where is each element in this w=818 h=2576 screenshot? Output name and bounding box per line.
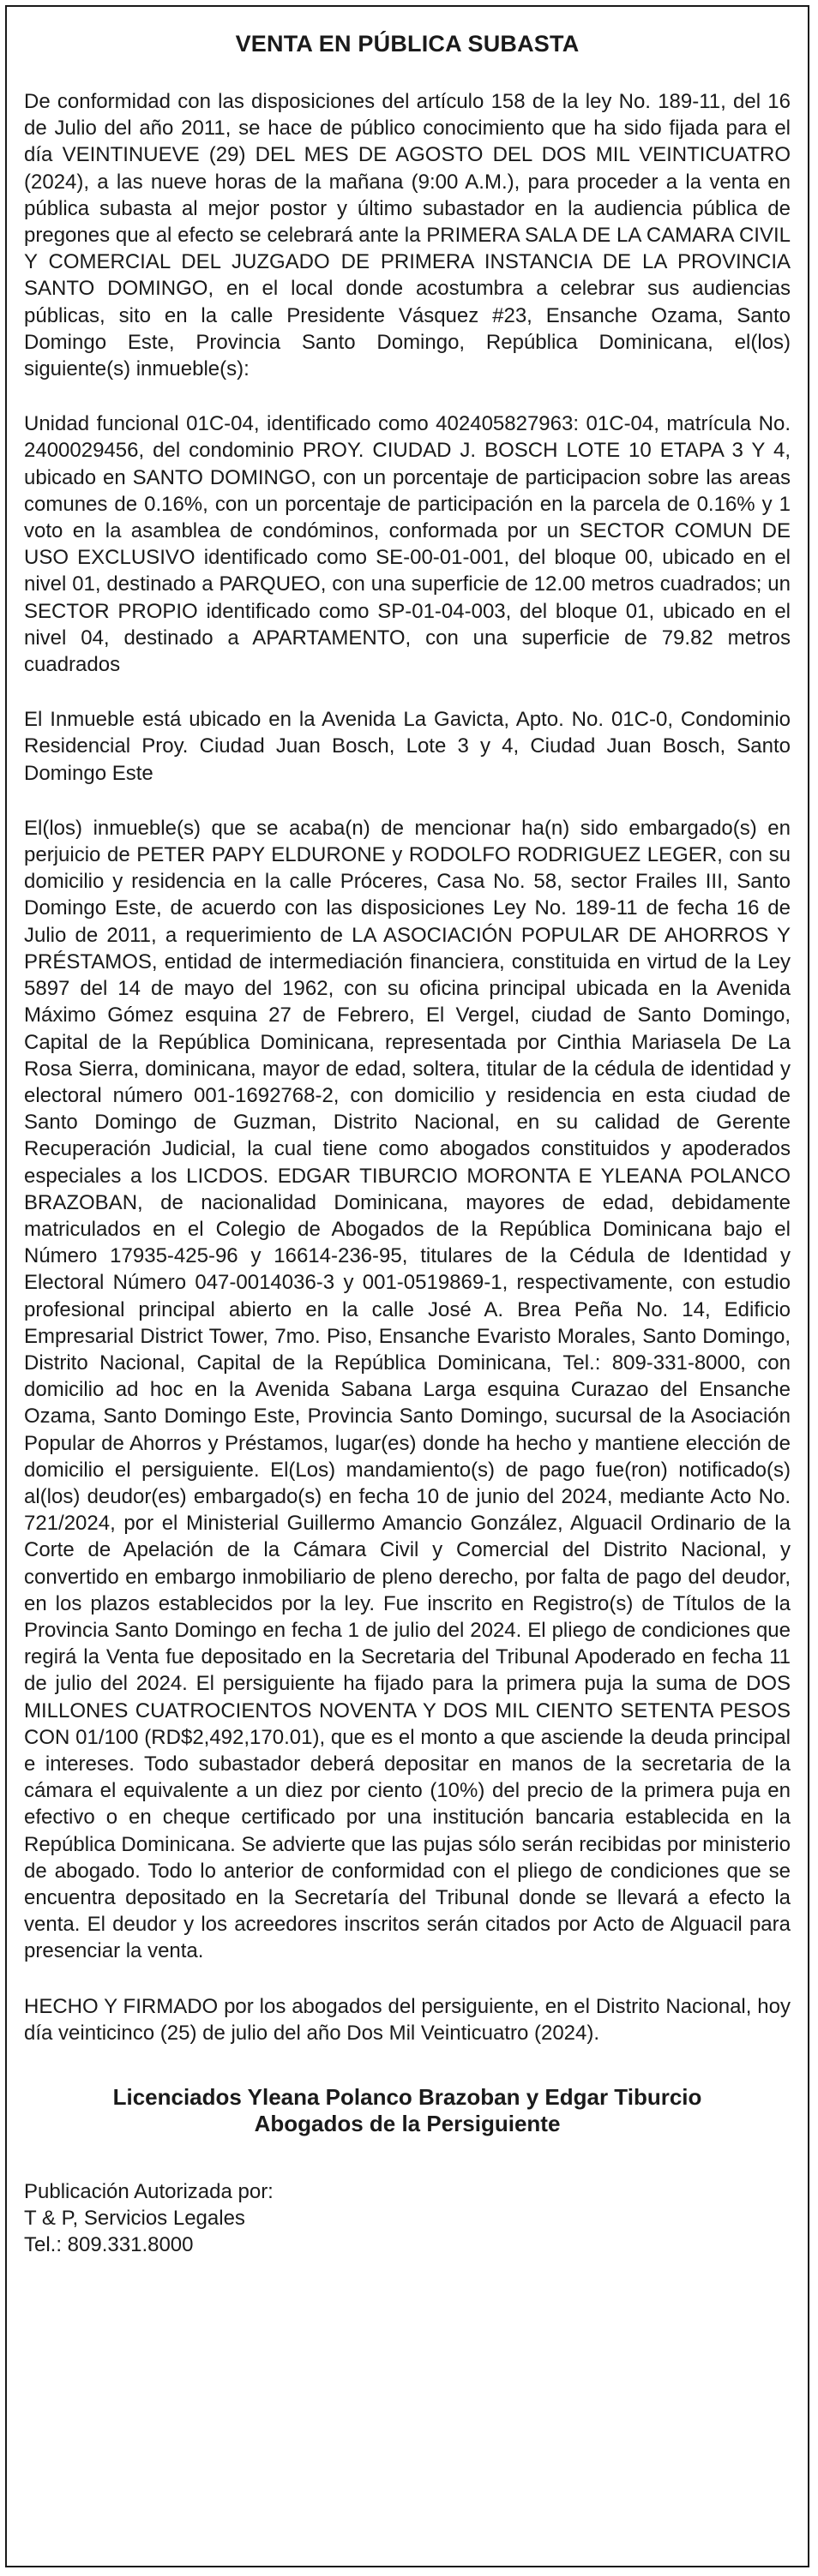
footer-authorized-label: Publicación Autorizada por: bbox=[24, 2180, 274, 2204]
notice-page bbox=[5, 5, 809, 2567]
signature-block bbox=[24, 2084, 791, 2137]
paragraph-property-description: Unidad funcional 01C-04, identificado como 402405827963: 01C-04, matrícula No. 2400029456, del condominio PROY. CIUDAD J. BOSCH LOTE 10 ETAPA 3 Y 4, ubicado en SANTO DOMINGO, con un porcentaje de participacion sobre las areas comunes de 0.16%, con un porcentaje de participación en la parcela de 0.16% y 1 voto en la asamblea de condóminos, conformada por un SECTOR COMUN DE USO EXCLUSIVO identificado como SE-00-01-001, del bloque 00, ubicado en el nivel 01, destinado a PARQUEO, con una superficie de 12.00 metros cuadrados; un SECTOR PROPIO identificado como SP-01-04-003, del bloque 01, ubicado en el nivel 04, destinado a APARTAMENTO, con una superficie de 79.82 metros cuadrados bbox=[24, 412, 791, 677]
paragraph-seizure-details: El(los) inmueble(s) que se acaba(n) de mencionar ha(n) sido embargado(s) en perjuicio de PETER PAPY ELDURONE y RODOLFO RODRIGUEZ LEGER, con su domicilio y residencia en la calle Próceres, Casa No. 58, sector Frailes III, Santo Domingo Este, de acuerdo con las disposiciones Ley No. 189-11 de fecha 16 de Julio de 2011, a requerimiento de LA ASOCIACIÓN POPULAR DE AHORROS Y PRÉSTAMOS, entidad de intermediación financiera, constituida en virtud de la Ley 5897 del 14 de mayo del 1962, con su oficina principal ubicada en la Avenida Máximo Gómez esquina 27 de Febrero, El Vergel, ciudad de Santo Domingo, Capital de la República Dominicana, representada por Cinthia Mariasela De La Rosa Sierra, dominicana, mayor de edad, soltera, titular de la cédula de identidad y electoral número 001-1692768-2, con domicilio y residencia en esta ciudad de Santo Domingo de Guzman, Distrito Nacional, en su calidad de Gerente Recuperación Judicial, la cual tiene como abogados constituidos y apoderados especiales a los LICDOS. EDGAR TIBURCIO MORONTA E YLEANA POLANCO BRAZOBAN, de nacionalidad Dominicana, mayores de edad, debidamente matriculados en el Colegio de Abogados de la República Dominicana bajo el Número 17935-425-96 y 16614-236-95, titulares de la Cédula de Identidad y Electoral Número 047-0014036-3 y 001-0519869-1, respectivamente, con estudio profesional principal abierto en la calle José A. Brea Peña No. 14, Edificio Empresarial District Tower, 7mo. Piso, Ensanche Evaristo Morales, Santo Domingo, Distrito Nacional, Capital de la República Dominicana, Tel.: 809-331-8000, con domicilio ad hoc en la Avenida Sabana Larga esquina Curazao del Ensanche Ozama, Santo Domingo Este, Provincia Santo Domingo, sucursal de la Asociación Popular de Ahorros y Préstamos, lugar(es) donde ha hecho y mantiene elección de domicilio el persiguiente. El(Los) mandamiento(s) de pago fue(ron) notificado(s) al(los) deudor(es) embargado(s) en fecha 10 de junio del 2024, mediante Acto No. 721/2024, por el Ministerial Guillermo Amancio González, Alguacil Ordinario de la Corte de Apelación de la Cámara Civil y Comercial del Distrito Nacional, y convertido en embargo inmobiliario de pleno derecho, por falta de pago del deudor, en los plazos establecidos por la ley. Fue inscrito en Registro(s) de Títulos de la Provincia Santo Domingo en fecha 1 de julio del 2024. El pliego de condiciones que regirá la Venta fue depositado en la Secretaria del Tribunal Apoderado en fecha 11 de julio del 2024. El persiguiente ha fijado para la primera puja la suma de DOS MILLONES CUATROCIENTOS NOVENTA Y DOS MIL CIENTO SETENTA PESOS CON 01/100 (RD$2,492,170.01), que es el monto a que asciende la deuda principal e intereses. Todo subastador deberá depositar en manos de la secretaria de la cámara el equivalente a un diez por ciento (10%) del precio de la primera puja en efectivo o en cheque certificado por una institución bancaria establecida en la República Dominicana. Se advierte que las pujas sólo serán recibidas por ministerio de abogado. Todo lo anterior de conformidad con el pliego de condiciones que se encuentra depositado en la Secretaría del Tribunal donde se llevará a efecto la venta. El deudor y los acreedores inscritos serán citados por Acto de Alguacil para presenciar la venta. bbox=[24, 816, 791, 1963]
paragraph-property-location: El Inmueble está ubicado en la Avenida La Gavicta, Apto. No. 01C-0, Condominio Residencial Proy. Ciudad Juan Bosch, Lote 3 y 4, Ciudad Juan Bosch, Santo Domingo Este bbox=[24, 708, 791, 785]
signature-role: Abogados de la Persiguiente bbox=[254, 2111, 561, 2137]
paragraph-auction-announcement: De conformidad con las disposiciones del artículo 158 de la ley No. 189-11, del 16 de Julio del año 2011, se hace de público conocimiento que ha sido fijada para el día VEINTINUEVE (29) DEL MES DE AGOSTO DEL DOS MIL VEINTICUATRO (2024), a las nueve horas de la mañana (9:00 A.M.), para proceder a la venta en pública subasta al mejor postor y último subastador en la audiencia pública de pregones que al efecto se celebrará ante la PRIMERA SALA DE LA CAMARA CIVIL Y COMERCIAL DEL JUZGADO DE PRIMERA INSTANCIA DE LA PROVINCIA SANTO DOMINGO, en el local donde acostumbra a celebrar sus audiencias públicas, sito en la calle Presidente Vásquez #23, Ensanche Ozama, Santo Domingo Este, Provincia Santo Domingo, República Dominicana, el(los) siguiente(s) inmueble(s): bbox=[24, 90, 791, 381]
notice-title: VENTA EN PÚBLICA SUBASTA bbox=[235, 31, 580, 57]
footer-phone: Tel.: 809.331.8000 bbox=[24, 2233, 194, 2257]
paragraph-signed-date: HECHO Y FIRMADO por los abogados del persiguiente, en el Distrito Nacional, hoy día veinticinco (25) de julio del año Dos Mil Veinticuatro (2024). bbox=[24, 1994, 791, 2045]
footer-publisher: T & P, Servicios Legales bbox=[24, 2207, 245, 2231]
publication-footer bbox=[24, 2178, 791, 2258]
signature-names: Licenciados Yleana Polanco Brazoban y Edgar Tiburcio bbox=[112, 2084, 702, 2111]
